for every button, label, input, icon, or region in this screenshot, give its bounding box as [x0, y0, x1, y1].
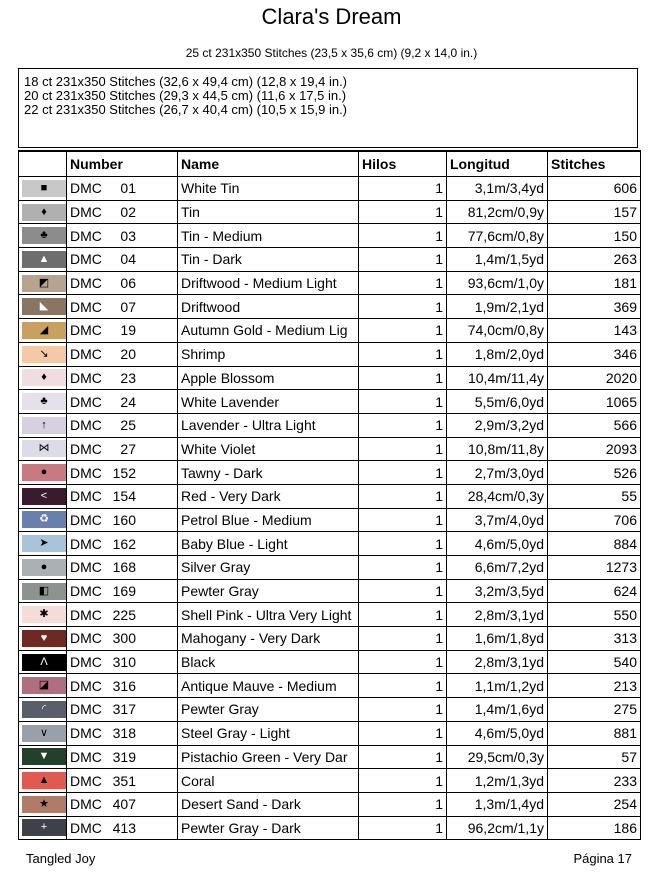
name-cell: Petrol Blue - Medium	[178, 508, 359, 532]
color-swatch-icon: ◧	[22, 583, 66, 600]
number-cell	[67, 745, 178, 769]
number-cell	[67, 484, 178, 508]
name-cell: Steel Gray - Light	[178, 721, 359, 745]
stitches-cell: 143	[548, 319, 641, 343]
thread-number: 04	[120, 251, 136, 268]
table-row	[19, 461, 641, 485]
longitud-cell: 6,6m/7,2yd	[447, 556, 548, 580]
stitches-cell: 606	[548, 177, 641, 201]
stitches-cell: 550	[548, 603, 641, 627]
color-swatch-icon: ⋈	[22, 440, 66, 457]
stitches-cell: 186	[548, 816, 641, 840]
table-row	[19, 721, 641, 745]
fabric-size-line: 18 ct 231x350 Stitches (32,6 x 49,4 cm) (12,8 x 19,4 in.)	[24, 74, 348, 89]
hilos-cell: 1	[359, 390, 447, 414]
brand-label: DMC	[70, 772, 102, 789]
number-cell	[67, 271, 178, 295]
header-symbol	[19, 151, 67, 177]
thread-number: 154	[112, 488, 136, 505]
name-cell: Antique Mauve - Medium	[178, 674, 359, 698]
table-row	[19, 603, 641, 627]
thread-number: 168	[112, 559, 136, 576]
number-cell	[67, 508, 178, 532]
thread-number: 03	[120, 227, 136, 244]
thread-number: 169	[112, 583, 136, 600]
name-cell: Apple Blossom	[178, 366, 359, 390]
number-cell	[67, 224, 178, 248]
thread-number: 300	[112, 630, 136, 647]
stitches-cell: 263	[548, 248, 641, 272]
footer-author: Tangled Joy	[26, 851, 96, 866]
brand-label: DMC	[70, 346, 102, 363]
longitud-cell: 1,4m/1,6yd	[447, 698, 548, 722]
symbol-cell	[19, 200, 67, 224]
hilos-cell: 1	[359, 816, 447, 840]
name-cell: Silver Gray	[178, 556, 359, 580]
symbol-cell	[19, 177, 67, 201]
table-row	[19, 627, 641, 651]
color-swatch-icon: <	[22, 488, 66, 505]
name-cell: White Tin	[178, 177, 359, 201]
table-row	[19, 437, 641, 461]
stitches-cell: 157	[548, 200, 641, 224]
color-swatch-icon: ★	[22, 796, 66, 813]
thread-number: 351	[112, 772, 136, 789]
symbol-cell	[19, 319, 67, 343]
table-row	[19, 745, 641, 769]
header-longitud: Longitud	[447, 151, 548, 177]
header-hilos: Hilos	[359, 151, 447, 177]
number-cell	[67, 461, 178, 485]
brand-label: DMC	[70, 369, 102, 386]
table-row	[19, 271, 641, 295]
brand-label: DMC	[70, 535, 102, 552]
name-cell: Pistachio Green - Very Dar	[178, 745, 359, 769]
number-cell	[67, 769, 178, 793]
brand-label: DMC	[70, 204, 102, 221]
thread-number: 01	[120, 180, 136, 197]
longitud-cell: 2,8m/3,1yd	[447, 650, 548, 674]
stitches-cell: 254	[548, 792, 641, 816]
brand-label: DMC	[70, 227, 102, 244]
table-row	[19, 484, 641, 508]
stitches-cell: 706	[548, 508, 641, 532]
brand-label: DMC	[70, 417, 102, 434]
name-cell: Tin - Medium	[178, 224, 359, 248]
hilos-cell: 1	[359, 224, 447, 248]
symbol-cell	[19, 745, 67, 769]
symbol-cell	[19, 721, 67, 745]
name-cell: Lavender - Ultra Light	[178, 413, 359, 437]
header-name: Name	[178, 151, 359, 177]
table-body	[19, 177, 641, 840]
hilos-cell: 1	[359, 721, 447, 745]
number-cell	[67, 816, 178, 840]
hilos-cell: 1	[359, 745, 447, 769]
name-cell: Shrimp	[178, 342, 359, 366]
brand-label: DMC	[70, 677, 102, 694]
symbol-cell	[19, 627, 67, 651]
brand-label: DMC	[70, 654, 102, 671]
hilos-cell: 1	[359, 200, 447, 224]
thread-number: 317	[112, 701, 136, 718]
color-swatch-icon: ●	[22, 464, 66, 481]
name-cell: White Lavender	[178, 390, 359, 414]
brand-label: DMC	[70, 440, 102, 457]
stitches-cell: 346	[548, 342, 641, 366]
name-cell: Coral	[178, 769, 359, 793]
color-swatch-icon: ◩	[22, 275, 66, 292]
brand-label: DMC	[70, 393, 102, 410]
longitud-cell: 3,1m/3,4yd	[447, 177, 548, 201]
longitud-cell: 93,6cm/1,0y	[447, 271, 548, 295]
brand-label: DMC	[70, 511, 102, 528]
longitud-cell: 1,2m/1,3yd	[447, 769, 548, 793]
table-row	[19, 366, 641, 390]
fabric-size-line: 22 ct 231x350 Stitches (26,7 x 40,4 cm) (10,5 x 15,9 in.)	[24, 102, 348, 117]
thread-number: 23	[120, 369, 136, 386]
longitud-cell: 3,7m/4,0yd	[447, 508, 548, 532]
symbol-cell	[19, 532, 67, 556]
symbol-cell	[19, 674, 67, 698]
longitud-cell: 3,2m/3,5yd	[447, 579, 548, 603]
name-cell: Tawny - Dark	[178, 461, 359, 485]
hilos-cell: 1	[359, 650, 447, 674]
longitud-cell: 81,2cm/0,9y	[447, 200, 548, 224]
hilos-cell: 1	[359, 603, 447, 627]
stitches-cell: 181	[548, 271, 641, 295]
table-row	[19, 390, 641, 414]
thread-number: 07	[120, 298, 136, 315]
hilos-cell: 1	[359, 484, 447, 508]
page-subtitle: 25 ct 231x350 Stitches (23,5 x 35,6 cm) (9,2 x 14,0 in.)	[185, 46, 478, 60]
color-swatch-icon: ↘	[22, 346, 66, 363]
longitud-cell: 77,6cm/0,8y	[447, 224, 548, 248]
table-row	[19, 556, 641, 580]
name-cell: Desert Sand - Dark	[178, 792, 359, 816]
hilos-cell: 1	[359, 532, 447, 556]
name-cell: Pewter Gray - Dark	[178, 816, 359, 840]
thread-number: 162	[112, 535, 136, 552]
hilos-cell: 1	[359, 295, 447, 319]
thread-number: 225	[112, 606, 136, 623]
color-swatch-icon: ▲	[22, 251, 66, 268]
fabric-size-line: 20 ct 231x350 Stitches (29,3 x 44,5 cm) (11,6 x 17,5 in.)	[24, 88, 347, 103]
longitud-cell: 10,4m/11,4y	[447, 366, 548, 390]
brand-label: DMC	[70, 488, 102, 505]
stitches-cell: 1273	[548, 556, 641, 580]
color-swatch-icon: +	[22, 819, 66, 836]
stitches-cell: 566	[548, 413, 641, 437]
table-row	[19, 224, 641, 248]
name-cell: Pewter Gray	[178, 579, 359, 603]
thread-legend-table	[18, 150, 641, 840]
hilos-cell: 1	[359, 461, 447, 485]
stitches-cell: 213	[548, 674, 641, 698]
symbol-cell	[19, 366, 67, 390]
table-row	[19, 248, 641, 272]
stitches-cell: 1065	[548, 390, 641, 414]
number-cell	[67, 627, 178, 651]
brand-label: DMC	[70, 748, 102, 765]
color-swatch-icon: ◢	[22, 322, 66, 339]
stitches-cell: 2020	[548, 366, 641, 390]
symbol-cell	[19, 508, 67, 532]
symbol-cell	[19, 816, 67, 840]
table-row	[19, 792, 641, 816]
color-swatch-icon: ◣	[22, 298, 66, 315]
name-cell: Pewter Gray	[178, 698, 359, 722]
symbol-cell	[19, 769, 67, 793]
number-cell	[67, 342, 178, 366]
table-row	[19, 319, 641, 343]
thread-number: 25	[120, 417, 136, 434]
stitches-cell: 881	[548, 721, 641, 745]
name-cell: Shell Pink - Ultra Very Light	[178, 603, 359, 627]
thread-number: 27	[120, 440, 136, 457]
longitud-cell: 1,9m/2,1yd	[447, 295, 548, 319]
color-swatch-icon: ♣	[22, 227, 66, 244]
color-swatch-icon: ■	[22, 180, 66, 197]
stitches-cell: 526	[548, 461, 641, 485]
brand-label: DMC	[70, 275, 102, 292]
thread-number: 06	[120, 275, 136, 292]
symbol-cell	[19, 484, 67, 508]
header-stitches: Stitches	[548, 151, 641, 177]
symbol-cell	[19, 342, 67, 366]
stitches-cell: 55	[548, 484, 641, 508]
hilos-cell: 1	[359, 342, 447, 366]
color-swatch-icon: ◜	[22, 701, 66, 718]
stitches-cell: 624	[548, 579, 641, 603]
hilos-cell: 1	[359, 319, 447, 343]
longitud-cell: 1,6m/1,8yd	[447, 627, 548, 651]
stitches-cell: 57	[548, 745, 641, 769]
hilos-cell: 1	[359, 556, 447, 580]
number-cell	[67, 792, 178, 816]
number-cell	[67, 390, 178, 414]
number-cell	[67, 295, 178, 319]
brand-label: DMC	[70, 725, 102, 742]
longitud-cell: 28,4cm/0,3y	[447, 484, 548, 508]
thread-number: 19	[120, 322, 136, 339]
table-row	[19, 342, 641, 366]
longitud-cell: 29,5cm/0,3y	[447, 745, 548, 769]
name-cell: Black	[178, 650, 359, 674]
number-cell	[67, 650, 178, 674]
symbol-cell	[19, 461, 67, 485]
number-cell	[67, 200, 178, 224]
longitud-cell: 4,6m/5,0yd	[447, 721, 548, 745]
table-row	[19, 177, 641, 201]
name-cell: Mahogany - Very Dark	[178, 627, 359, 651]
thread-number: 407	[112, 796, 136, 813]
number-cell	[67, 319, 178, 343]
hilos-cell: 1	[359, 792, 447, 816]
symbol-cell	[19, 271, 67, 295]
symbol-cell	[19, 556, 67, 580]
thread-number: 318	[112, 725, 136, 742]
brand-label: DMC	[70, 180, 102, 197]
symbol-cell	[19, 650, 67, 674]
color-swatch-icon: ∨	[22, 725, 66, 742]
color-swatch-icon: ♣	[22, 393, 66, 410]
color-swatch-icon: ↑	[22, 417, 66, 434]
brand-label: DMC	[70, 796, 102, 813]
color-swatch-icon: ➤	[22, 535, 66, 552]
longitud-cell: 2,8m/3,1yd	[447, 603, 548, 627]
number-cell	[67, 579, 178, 603]
color-swatch-icon: ✱	[22, 606, 66, 623]
table-row	[19, 413, 641, 437]
name-cell: Red - Very Dark	[178, 484, 359, 508]
thread-number: 316	[112, 677, 136, 694]
number-cell	[67, 698, 178, 722]
longitud-cell: 1,3m/1,4yd	[447, 792, 548, 816]
hilos-cell: 1	[359, 437, 447, 461]
name-cell: Autumn Gold - Medium Lig	[178, 319, 359, 343]
thread-number: 02	[120, 204, 136, 221]
symbol-cell	[19, 579, 67, 603]
hilos-cell: 1	[359, 366, 447, 390]
number-cell	[67, 603, 178, 627]
stitches-cell: 884	[548, 532, 641, 556]
table-row	[19, 698, 641, 722]
color-swatch-icon: ♦	[22, 369, 66, 386]
brand-label: DMC	[70, 606, 102, 623]
color-swatch-icon: ●	[22, 559, 66, 576]
number-cell	[67, 674, 178, 698]
longitud-cell: 2,9m/3,2yd	[447, 413, 548, 437]
stitches-cell: 275	[548, 698, 641, 722]
table-header-row	[19, 151, 641, 177]
name-cell: White Violet	[178, 437, 359, 461]
longitud-cell: 1,8m/2,0yd	[447, 342, 548, 366]
number-cell	[67, 413, 178, 437]
color-swatch-icon: ♥	[22, 630, 66, 647]
longitud-cell: 74,0cm/0,8y	[447, 319, 548, 343]
longitud-cell: 2,7m/3,0yd	[447, 461, 548, 485]
stitches-cell: 2093	[548, 437, 641, 461]
brand-label: DMC	[70, 322, 102, 339]
table-row	[19, 816, 641, 840]
number-cell	[67, 556, 178, 580]
symbol-cell	[19, 295, 67, 319]
number-cell	[67, 248, 178, 272]
thread-number: 310	[112, 654, 136, 671]
longitud-cell: 4,6m/5,0yd	[447, 532, 548, 556]
thread-number: 24	[120, 393, 136, 410]
brand-label: DMC	[70, 819, 102, 836]
name-cell: Baby Blue - Light	[178, 532, 359, 556]
table-row	[19, 579, 641, 603]
longitud-cell: 10,8m/11,8y	[447, 437, 548, 461]
longitud-cell: 1,1m/1,2yd	[447, 674, 548, 698]
header-number: Number	[67, 151, 178, 177]
hilos-cell: 1	[359, 674, 447, 698]
color-swatch-icon: Λ	[22, 654, 66, 671]
symbol-cell	[19, 248, 67, 272]
hilos-cell: 1	[359, 627, 447, 651]
symbol-cell	[19, 413, 67, 437]
stitches-cell: 540	[548, 650, 641, 674]
name-cell: Tin - Dark	[178, 248, 359, 272]
thread-number: 152	[112, 464, 136, 481]
hilos-cell: 1	[359, 698, 447, 722]
number-cell	[67, 721, 178, 745]
hilos-cell: 1	[359, 508, 447, 532]
table-row	[19, 769, 641, 793]
longitud-cell: 1,4m/1,5yd	[447, 248, 548, 272]
number-cell	[67, 437, 178, 461]
symbol-cell	[19, 698, 67, 722]
stitches-cell: 313	[548, 627, 641, 651]
table-row	[19, 200, 641, 224]
longitud-cell: 96,2cm/1,1y	[447, 816, 548, 840]
brand-label: DMC	[70, 701, 102, 718]
color-swatch-icon: ▼	[22, 748, 66, 765]
number-cell	[67, 532, 178, 556]
page-title: Clara's Dream	[261, 4, 402, 29]
stitches-cell: 150	[548, 224, 641, 248]
table-row	[19, 295, 641, 319]
table-row	[19, 532, 641, 556]
hilos-cell: 1	[359, 579, 447, 603]
thread-number: 413	[112, 819, 136, 836]
color-swatch-icon: ◪	[22, 677, 66, 694]
footer-page-number: Página 17	[573, 851, 632, 866]
table-row	[19, 508, 641, 532]
stitches-cell: 369	[548, 295, 641, 319]
table-row	[19, 674, 641, 698]
symbol-cell	[19, 224, 67, 248]
hilos-cell: 1	[359, 248, 447, 272]
symbol-cell	[19, 390, 67, 414]
symbol-cell	[19, 792, 67, 816]
thread-number: 319	[112, 748, 136, 765]
color-swatch-icon: ♻	[22, 511, 66, 528]
brand-label: DMC	[70, 583, 102, 600]
brand-label: DMC	[70, 559, 102, 576]
hilos-cell: 1	[359, 769, 447, 793]
symbol-cell	[19, 603, 67, 627]
thread-number: 160	[112, 511, 136, 528]
brand-label: DMC	[70, 251, 102, 268]
name-cell: Tin	[178, 200, 359, 224]
brand-label: DMC	[70, 298, 102, 315]
table-row	[19, 650, 641, 674]
number-cell	[67, 366, 178, 390]
brand-label: DMC	[70, 630, 102, 647]
symbol-cell	[19, 437, 67, 461]
hilos-cell: 1	[359, 413, 447, 437]
hilos-cell: 1	[359, 177, 447, 201]
color-swatch-icon: ♦	[22, 204, 66, 221]
brand-label: DMC	[70, 464, 102, 481]
stitches-cell: 233	[548, 769, 641, 793]
color-swatch-icon: ▲	[22, 772, 66, 789]
thread-number: 20	[120, 346, 136, 363]
name-cell: Driftwood - Medium Light	[178, 271, 359, 295]
hilos-cell: 1	[359, 271, 447, 295]
name-cell: Driftwood	[178, 295, 359, 319]
fabric-sizes-box	[18, 68, 638, 148]
longitud-cell: 5,5m/6,0yd	[447, 390, 548, 414]
number-cell	[67, 177, 178, 201]
